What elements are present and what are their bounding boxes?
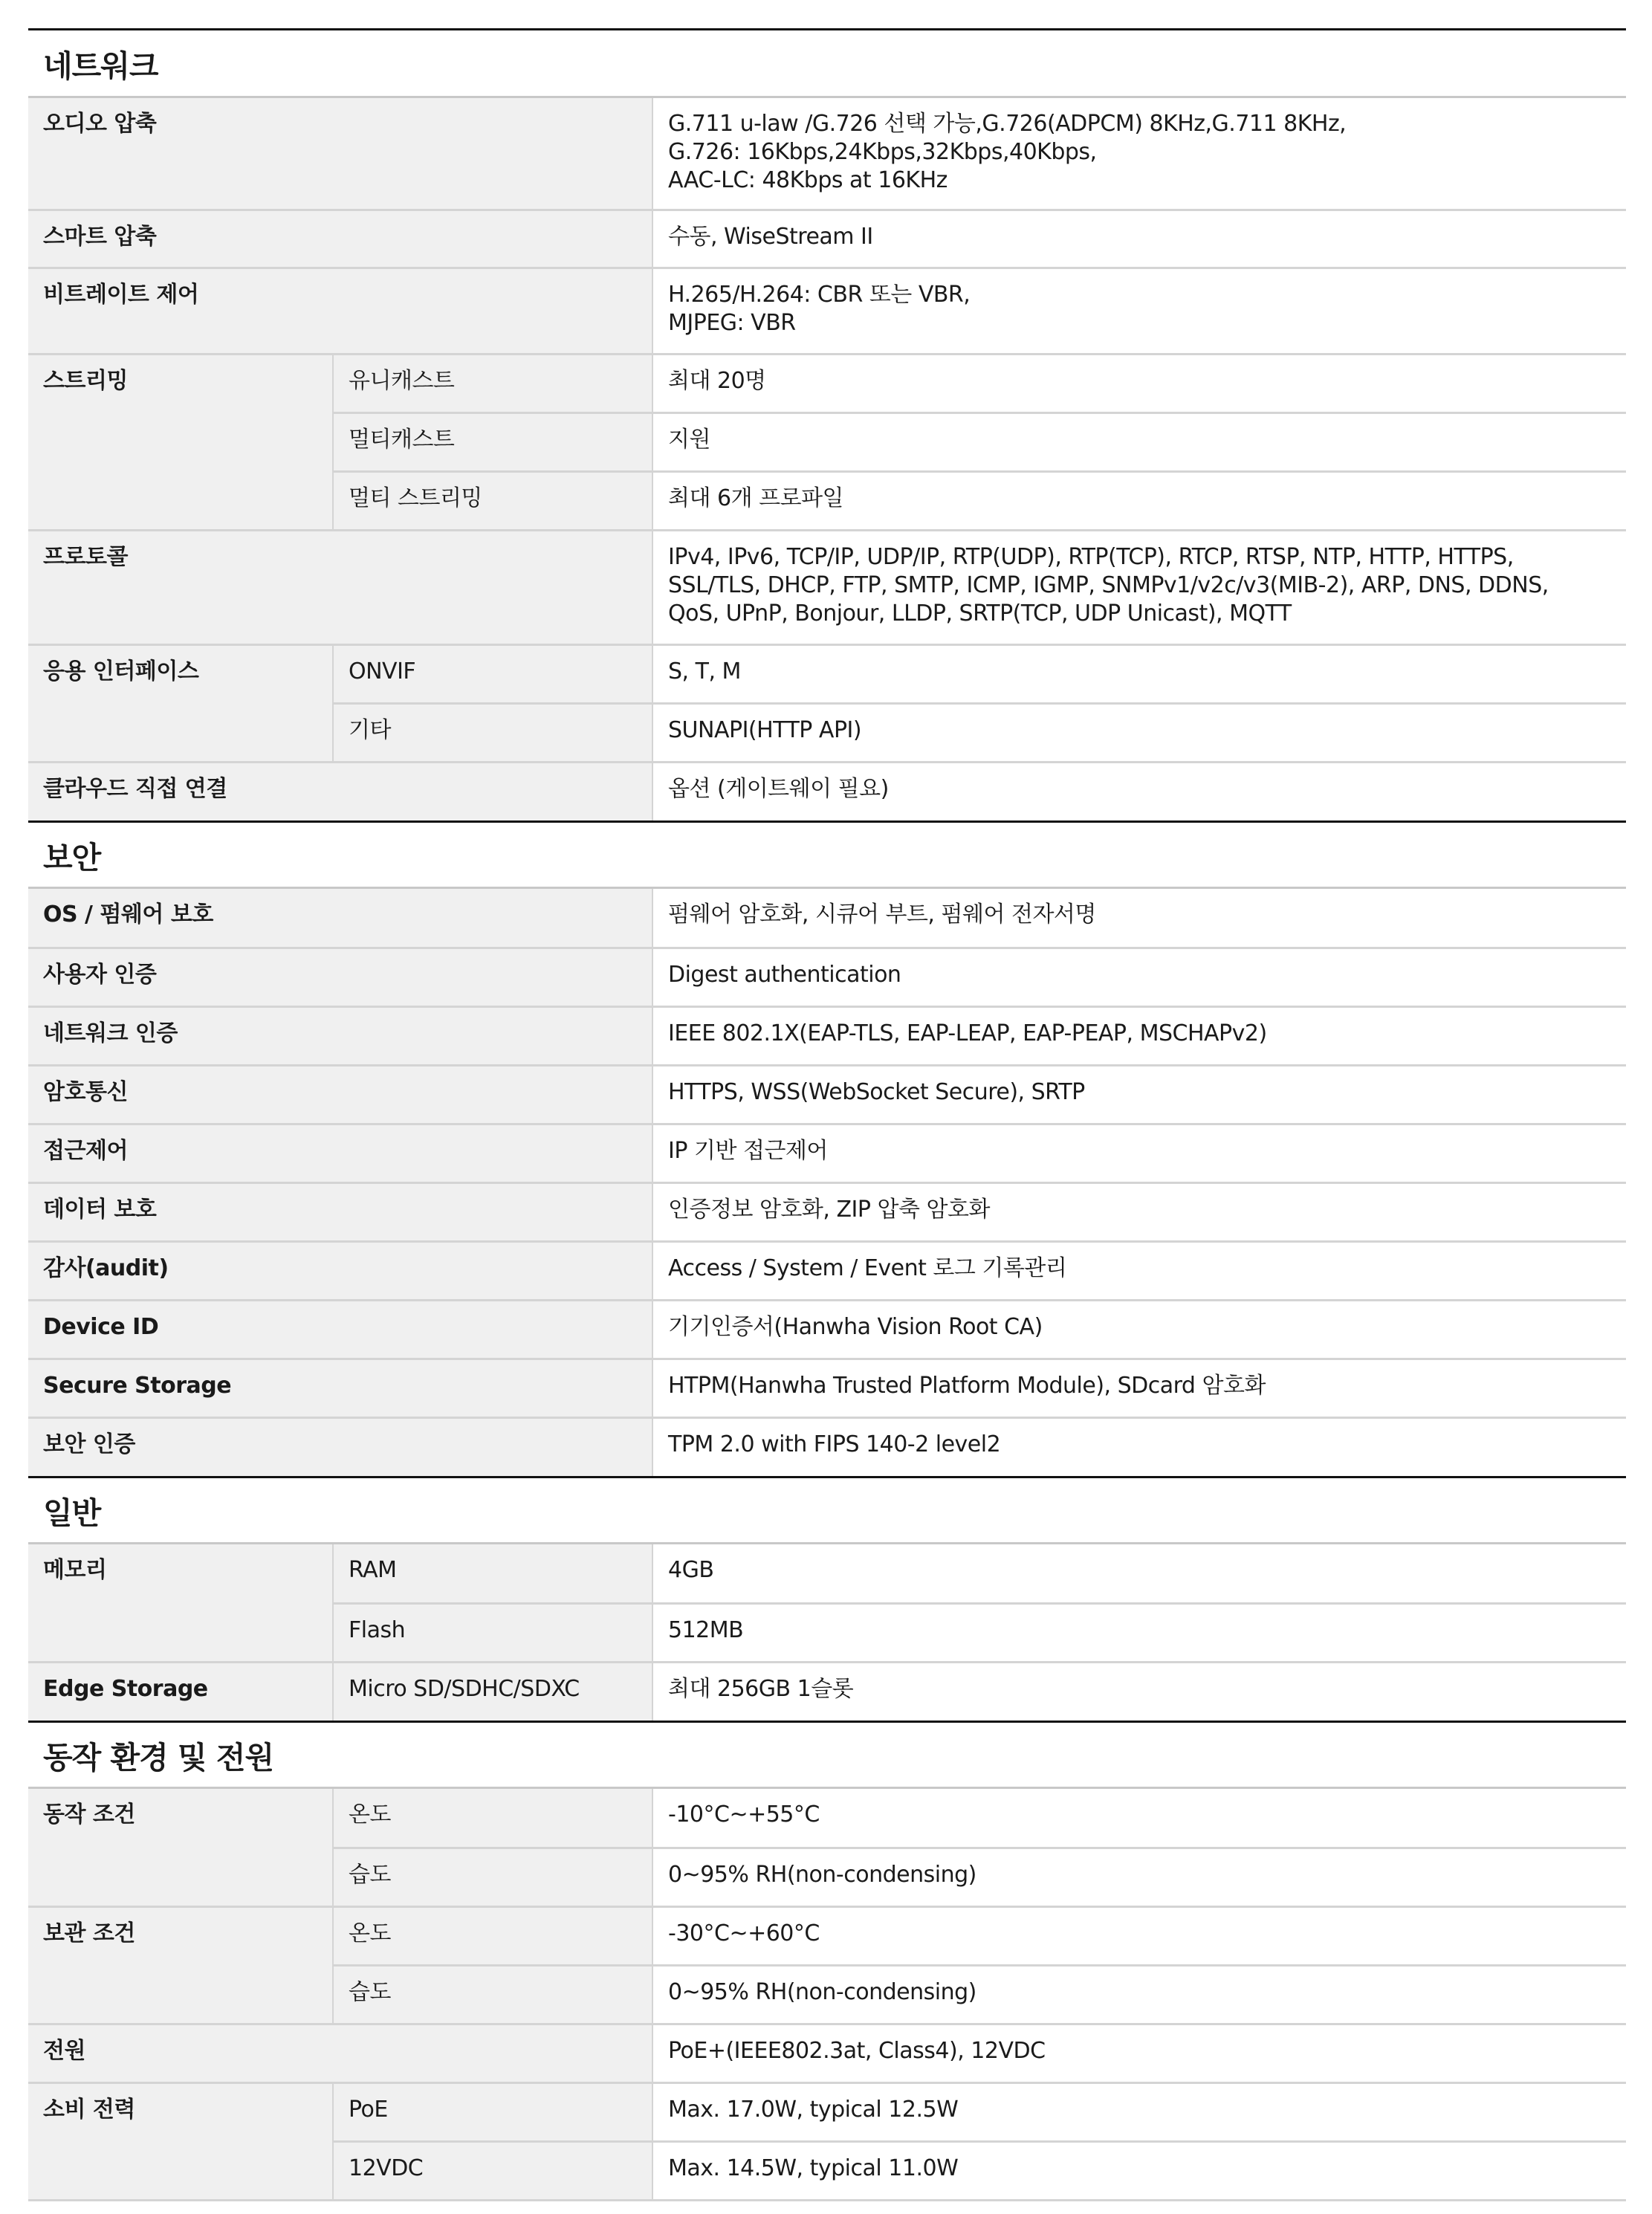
table-row [28, 210, 1626, 268]
row-sublabel: ONVIF [333, 644, 652, 703]
row-sublabel: PoE [333, 2082, 652, 2141]
row-label: 오디오 압축 [28, 98, 652, 210]
table-row [28, 268, 1626, 354]
row-value: 0~95% RH(non-condensing) [652, 1848, 1626, 1906]
section-header-general [28, 1476, 1626, 1544]
row-value: Digest authentication [652, 948, 1626, 1006]
spec-table-network [28, 98, 1626, 820]
row-label: 네트워크 인증 [28, 1006, 652, 1065]
row-value: 인증정보 암호화, ZIP 압축 암호화 [652, 1182, 1626, 1241]
row-label: Secure Storage [28, 1359, 652, 1417]
row-value: HTPM(Hanwha Trusted Platform Module), SDcard 암호화 [652, 1359, 1626, 1417]
row-label: 보안 인증 [28, 1417, 652, 1476]
section-title: 동작 환경 및 전원 [43, 1739, 274, 1776]
row-label: Edge Storage [28, 1662, 333, 1721]
table-row [28, 354, 1626, 412]
row-value: -30°C~+60°C [652, 1906, 1626, 1965]
row-value: IPv4, IPv6, TCP/IP, UDP/IP, RTP(UDP), RTP(TCP), RTCP, RTSP, NTP, HTTP, HTTPS, SSL/TLS, DHCP, FTP, SMTP, ICMP, IGMP, SNMPv1/v2c/v3(MIB-2), ARP, DNS, DDNS, QoS, UPnP, Bonjour, LLDP, SRTP(TCP, UDP Unicast), MQTT [652, 530, 1626, 644]
row-label: 전원 [28, 2024, 652, 2082]
row-value: IP 기반 접근제어 [652, 1124, 1626, 1182]
spec-table-security [28, 889, 1626, 1476]
row-label: 암호통신 [28, 1065, 652, 1124]
row-value: Max. 14.5W, typical 11.0W [652, 2141, 1626, 2200]
table-row [28, 1182, 1626, 1241]
row-label: 프로토콜 [28, 530, 652, 644]
table-row [28, 1065, 1626, 1124]
table-row [28, 98, 1626, 210]
row-sublabel: 멀티캐스트 [333, 412, 652, 471]
section-title: 보안 [43, 839, 101, 875]
table-row [28, 1662, 1626, 1721]
row-value: 512MB [652, 1603, 1626, 1662]
table-row [28, 2024, 1626, 2082]
row-sublabel: 12VDC [333, 2141, 652, 2200]
table-row [28, 1789, 1626, 1848]
table-row [28, 948, 1626, 1006]
row-value: 최대 20명 [652, 354, 1626, 412]
row-value: S, T, M [652, 644, 1626, 703]
row-value: 지원 [652, 412, 1626, 471]
row-sublabel: 습도 [333, 1965, 652, 2024]
row-label: 접근제어 [28, 1124, 652, 1182]
row-value: HTTPS, WSS(WebSocket Secure), SRTP [652, 1065, 1626, 1124]
table-row [28, 2082, 1626, 2141]
row-value: IEEE 802.1X(EAP-TLS, EAP-LEAP, EAP-PEAP, MSCHAPv2) [652, 1006, 1626, 1065]
section-title: 네트워크 [43, 48, 158, 84]
row-sublabel: 멀티 스트리밍 [333, 471, 652, 530]
table-row [28, 1544, 1626, 1603]
row-sublabel: 유니캐스트 [333, 354, 652, 412]
row-label: OS / 펌웨어 보호 [28, 889, 652, 948]
row-value: Access / System / Event 로그 기록관리 [652, 1241, 1626, 1300]
row-value: PoE+(IEEE802.3at, Class4), 12VDC [652, 2024, 1626, 2082]
row-value: 기기인증서(Hanwha Vision Root CA) [652, 1300, 1626, 1359]
row-sublabel: 온도 [333, 1789, 652, 1848]
table-row [28, 1124, 1626, 1182]
row-value: 옵션 (게이트웨이 필요) [652, 762, 1626, 820]
table-row [28, 1906, 1626, 1965]
row-sublabel: Micro SD/SDHC/SDXC [333, 1662, 652, 1721]
table-row [28, 1359, 1626, 1417]
spec-table-general [28, 1544, 1626, 1721]
table-row [28, 530, 1626, 644]
row-label: 사용자 인증 [28, 948, 652, 1006]
row-sublabel: 습도 [333, 1848, 652, 1906]
row-value: 수동, WiseStream II [652, 210, 1626, 268]
row-value: 4GB [652, 1544, 1626, 1603]
spec-sheet [28, 28, 1626, 2201]
row-value: G.711 u-law /G.726 선택 가능,G.726(ADPCM) 8KHz,G.711 8KHz, G.726: 16Kbps,24Kbps,32Kbps,40Kbps, AAC-LC: 48Kbps at 16KHz [652, 98, 1626, 210]
row-value: SUNAPI(HTTP API) [652, 703, 1626, 762]
row-sublabel: Flash [333, 1603, 652, 1662]
row-label: 클라우드 직접 연결 [28, 762, 652, 820]
row-label: 스마트 압축 [28, 210, 652, 268]
row-label: 응용 인터페이스 [28, 644, 333, 762]
section-title: 일반 [43, 1495, 101, 1531]
row-value: 펌웨어 암호화, 시큐어 부트, 펌웨어 전자서명 [652, 889, 1626, 948]
table-row [28, 1300, 1626, 1359]
row-sublabel: 기타 [333, 703, 652, 762]
section-header-network [28, 28, 1626, 98]
row-label: 동작 조건 [28, 1789, 333, 1906]
row-value: 최대 256GB 1슬롯 [652, 1662, 1626, 1721]
row-value: -10°C~+55°C [652, 1789, 1626, 1848]
row-value: 0~95% RH(non-condensing) [652, 1965, 1626, 2024]
row-value: Max. 17.0W, typical 12.5W [652, 2082, 1626, 2141]
section-header-security [28, 820, 1626, 889]
section-header-environment-power [28, 1721, 1626, 1789]
row-value: TPM 2.0 with FIPS 140-2 level2 [652, 1417, 1626, 1476]
table-row [28, 889, 1626, 948]
row-sublabel: 온도 [333, 1906, 652, 1965]
row-label: 데이터 보호 [28, 1182, 652, 1241]
row-label: 메모리 [28, 1544, 333, 1662]
row-value: 최대 6개 프로파일 [652, 471, 1626, 530]
table-row [28, 1006, 1626, 1065]
row-label: 소비 전력 [28, 2082, 333, 2200]
row-label: Device ID [28, 1300, 652, 1359]
table-row [28, 762, 1626, 820]
table-row [28, 644, 1626, 703]
row-label: 감사(audit) [28, 1241, 652, 1300]
table-row [28, 1417, 1626, 1476]
row-label: 비트레이트 제어 [28, 268, 652, 354]
row-label: 보관 조건 [28, 1906, 333, 2024]
spec-table-environment-power [28, 1789, 1626, 2201]
row-label: 스트리밍 [28, 354, 333, 530]
row-sublabel: RAM [333, 1544, 652, 1603]
table-row [28, 1241, 1626, 1300]
row-value: H.265/H.264: CBR 또는 VBR, MJPEG: VBR [652, 268, 1626, 354]
